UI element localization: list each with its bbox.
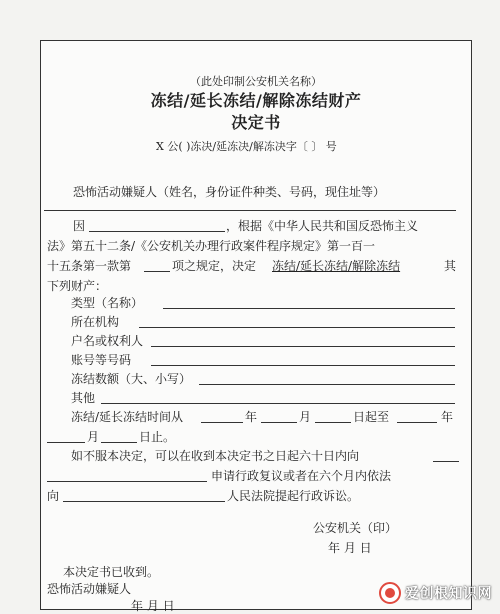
legal-basis-text-2: 法》第五十二条/《公安机关办理行政案件程序规定》第一百一 [47,239,376,253]
clause-item-blank[interactable] [144,271,170,272]
field-input-type[interactable] [163,308,455,309]
receipt-suspect-label: 恐怖活动嫌疑人 [47,582,132,596]
appeal-text-3a: 向 [47,489,60,503]
issuing-authority-seal: 公安机关（印） [313,521,398,535]
site-watermark [379,582,492,604]
issuing-authority-note: （此处印制公安机关名称） [190,75,322,88]
issue-date: 年 月 日 [328,541,372,555]
start-month-label: 月 [299,410,312,424]
suspect-label: 恐怖活动嫌疑人（姓名，身份证件种类、号码，现住址等） [73,185,386,199]
receipt-date: 年 月 日 [131,599,175,613]
legal-basis-text: ，根据《中华人民共和国反恐怖主义 [226,219,419,233]
watermark-text: 爱创根知识网 [405,586,492,602]
end-day-blank[interactable] [101,442,137,443]
review-authority-blank-2[interactable] [47,481,207,482]
court-blank[interactable] [63,501,225,502]
end-month-blank[interactable] [47,442,85,443]
reason-prefix: 因 [73,219,86,233]
document-title-line1: 冻结/延长冻结/解除冻结财产 [150,91,362,110]
field-input-amount[interactable] [199,384,455,385]
period-label: 冻结/延长冻结时间从 [71,410,184,424]
appeal-text-2: 申请行政复议或者在六个月内依法 [211,469,392,483]
field-label-institution: 所在机构 [71,315,120,329]
property-intro: 下列财产： [47,279,108,293]
field-input-institution[interactable] [139,327,455,328]
watermark-logo-icon [379,582,401,604]
field-label-account: 账号等号码 [71,353,132,367]
end-day-label: 日止。 [139,430,176,444]
end-year-label: 年 [441,410,454,424]
start-month-blank[interactable] [261,422,297,423]
field-label-other: 其他 [71,391,96,405]
end-month-label: 月 [87,430,100,444]
field-label-amount: 冻结数额（大、小写） [71,372,192,386]
decision-type: 冻结/延长冻结/解除冻结 [272,259,401,273]
clause-suffix: 项之规定，决定 [172,259,257,273]
decision-document [40,40,472,613]
start-year-label: 年 [245,410,258,424]
start-day-label: 日起至 [353,410,390,424]
field-input-other[interactable] [101,403,455,404]
clause-prefix: 十五条第一款第 [47,259,132,273]
document-number: X 公( )冻决/延冻决/解冻决字〔 〕 号 [156,140,337,153]
start-year-blank[interactable] [201,422,243,423]
appeal-text-3b: 人民法院提起行政诉讼。 [227,489,360,503]
field-label-type: 类型（名称） [71,296,144,310]
field-input-account[interactable] [151,365,455,366]
review-authority-blank-1[interactable] [433,461,459,462]
end-year-blank[interactable] [397,422,437,423]
appeal-text-1: 如不服本决定，可以在收到本决定书之日起六十日内向 [71,449,360,463]
reason-blank[interactable] [89,231,225,232]
field-input-holder[interactable] [151,346,455,347]
document-title-line2: 决定书 [231,113,281,132]
suspect-info-line[interactable] [44,210,456,211]
field-label-holder: 户名或权利人 [71,334,144,348]
start-day-blank[interactable] [315,422,351,423]
receipt-statement: 本决定书已收到。 [63,565,160,579]
decision-type-suffix: 其 [444,259,457,273]
